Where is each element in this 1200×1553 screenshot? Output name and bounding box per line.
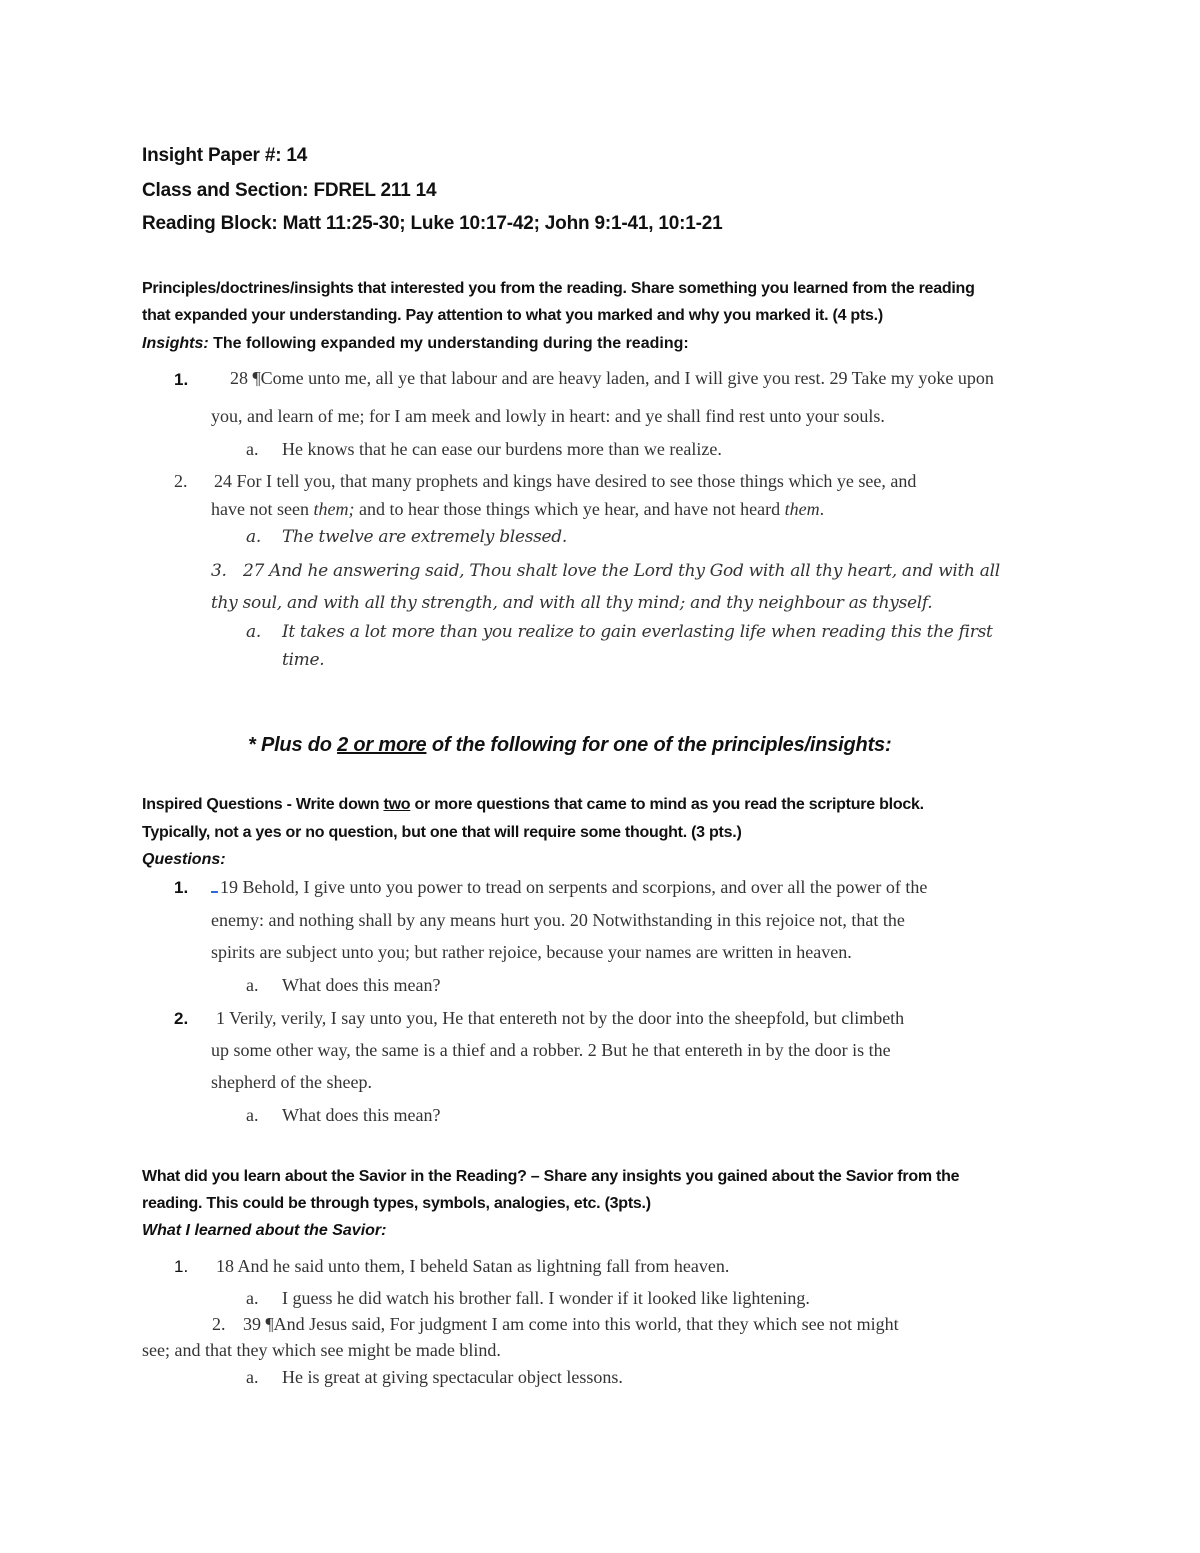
insight-1-line2: you, and learn of me; for I am meek and lowly in heart: and ye shall find rest unto your souls. (211, 406, 885, 426)
reading-block: Reading Block: Matt 11:25-30; Luke 10:17-42; John 9:1-41, 10:1-21 (142, 213, 723, 234)
question-2-line1: 1 Verily, verily, I say unto you, He that entereth not by the door into the sheepfold, but climbeth (216, 1008, 905, 1028)
question-2-line3: shepherd of the sheep. (211, 1072, 372, 1092)
question-2-sub-text: What does this mean? (282, 1105, 441, 1125)
savior-2-sub-letter: a. (246, 1367, 259, 1387)
insight-2-line2-c: and to hear those things which ye hear, and have not heard (354, 499, 785, 519)
insight-2-number: 2. (174, 471, 188, 491)
question-2-line2: up some other way, the same is a thief and a robber. 2 But he that entereth in by the door is the (211, 1040, 891, 1060)
question-1-sub-letter: a. (246, 975, 259, 995)
question-1-number: 1. (174, 878, 189, 897)
question-2-sub-letter: a. (246, 1105, 259, 1125)
insight-2-line2 (211, 499, 824, 520)
questions-prompt-line1 (142, 796, 924, 814)
questions-prompt-c: or more questions that came to mind as you read the scripture block. (410, 796, 924, 813)
insight-2-line1: 24 For I tell you, that many prophets and kings have desired to see those things which ye see, and (214, 471, 917, 491)
insight-2-line2-b: them; (313, 499, 355, 519)
insight-1-sub-letter: a. (246, 439, 259, 459)
questions-label: Questions: (142, 851, 226, 868)
question-1-sub-text: What does this mean? (282, 975, 441, 995)
insight-1-number: 1. (174, 370, 189, 389)
insight-3-sub-line1: It takes a lot more than you realize to gain everlasting life when reading this the first (282, 622, 993, 642)
question-1-line1-text: 19 Behold, I give unto you power to tread on serpents and scorpions, and over all the power of the (220, 877, 928, 897)
savior-1-sub-letter: a. (246, 1288, 259, 1308)
insight-2-sub-text: The twelve are extremely blessed. (282, 527, 567, 547)
savior-label: What I learned about the Savior: (142, 1222, 387, 1239)
questions-prompt-emphasis: two (383, 796, 411, 813)
insights-prompt-line2: that expanded your understanding. Pay attention to what you marked and why you marked it. (4 pts.) (142, 307, 883, 324)
insight-3-line2: thy soul, and with all thy strength, and with all thy mind; and thy neighbour as thyself. (211, 593, 933, 613)
insight-3-sub-letter: a. (246, 622, 261, 642)
questions-prompt-a: Inspired Questions - Write down (142, 796, 384, 813)
questions-prompt-line2: Typically, not a yes or no question, but one that will require some thought. (3 pts.) (142, 824, 742, 841)
insight-1-line1: 28 ¶Come unto me, all ye that labour and are heavy laden, and I will give you rest. 29 Take my yoke upon (230, 368, 994, 388)
insight-3-sub-line2: time. (282, 650, 325, 670)
question-1-line2: enemy: and nothing shall by any means hurt you. 20 Notwithstanding in this rejoice not, that the (211, 910, 905, 930)
paper-number: Insight Paper #: 14 (142, 145, 308, 166)
insight-2-line2-d: them (784, 499, 820, 519)
savior-1-sub-text: I guess he did watch his brother fall. I wonder if it looked like lightening. (282, 1288, 810, 1308)
plus-heading-c: of the following for one of the principles/insights: (426, 734, 892, 756)
insight-1-sub-text: He knows that he can ease our burdens more than we realize. (282, 439, 722, 459)
question-1-line3: spirits are subject unto you; but rather rejoice, because your names are written in heaven. (211, 942, 852, 962)
plus-heading-a: * Plus do (248, 734, 338, 756)
savior-1-number: 1. (174, 1257, 189, 1276)
question-2-number: 2. (174, 1009, 189, 1028)
savior-prompt-line1: What did you learn about the Savior in the Reading? – Share any insights you gained about the Savior from the (142, 1168, 960, 1185)
insights-prompt-line1: Principles/doctrines/insights that interested you from the reading. Share something you learned from the reading (142, 280, 975, 297)
plus-heading (248, 734, 891, 757)
insights-label-rest: The following expanded my understanding during the reading: (208, 335, 689, 352)
savior-2-sub-text: He is great at giving spectacular object lessons. (282, 1367, 623, 1387)
insights-label-row (142, 335, 689, 353)
insight-3-line1: 27 And he answering said, Thou shalt love the Lord thy God with all thy heart, and with all (243, 561, 1000, 581)
savior-1-line1: 18 And he said unto them, I beheld Satan as lightning fall from heaven. (216, 1256, 730, 1276)
plus-heading-emphasis: 2 or more (337, 734, 427, 756)
comment-marker (211, 877, 218, 893)
insight-2-line2-a: have not seen (211, 499, 314, 519)
class-section: Class and Section: FDREL 211 14 (142, 180, 437, 201)
savior-2-number: 2. (212, 1314, 226, 1334)
savior-prompt-line2: reading. This could be through types, symbols, analogies, etc. (3pts.) (142, 1195, 651, 1212)
question-1-line1 (211, 877, 927, 898)
insight-2-sub-letter: a. (246, 527, 261, 547)
insight-2-line2-e: . (819, 499, 825, 519)
insights-label: Insights: (142, 335, 209, 352)
savior-2-line2: see; and that they which see might be made blind. (142, 1340, 501, 1360)
insight-3-number: 3. (211, 561, 227, 581)
savior-2-line1: 39 ¶And Jesus said, For judgment I am come into this world, that they which see not might (243, 1314, 899, 1334)
